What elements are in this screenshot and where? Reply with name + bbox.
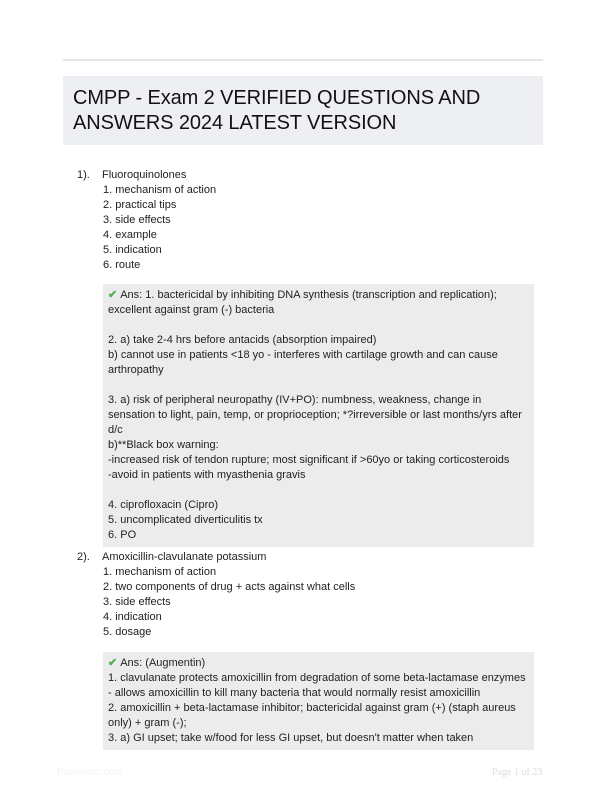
- question-subitem: 6. route: [103, 259, 141, 271]
- footer-watermark: Paperlibic.com: [57, 767, 123, 778]
- answer-line: b) cannot use in patients <18 yo - interferes with cartilage growth and can cause arthropathy: [108, 349, 498, 376]
- question-subitem: 5. dosage: [103, 626, 152, 638]
- answer-line: 1. clavulanate protects amoxicillin from degradation of some beta-lactamase enzymes - allows amoxicillin to kill many bacteria that would normally resist amoxicillin: [108, 672, 526, 699]
- top-divider: [63, 59, 543, 61]
- answer-line: 3. a) risk of peripheral neuropathy (IV+PO): numbness, weakness, change in sensation to light, pain, temp, or proprioception; *?irreversible or last months/yrs after d/c: [108, 394, 522, 436]
- question-subitem: 2. practical tips: [103, 199, 177, 211]
- answer-line: -avoid in patients with myasthenia gravis: [108, 469, 306, 481]
- question-title: Fluoroquinolones: [102, 169, 187, 181]
- question-subitem: 4. example: [103, 229, 157, 241]
- question-subitem: 3. side effects: [103, 596, 171, 608]
- answer-line: 4. ciprofloxacin (Cipro): [108, 499, 219, 511]
- check-icon: ✔: [108, 289, 118, 301]
- question-title: Amoxicillin-clavulanate potassium: [102, 551, 267, 563]
- question-subitem: 3. side effects: [103, 214, 171, 226]
- question-number: 2).: [77, 551, 90, 563]
- answer-line: -increased risk of tendon rupture; most significant if >60yo or taking corticosteroids: [108, 454, 510, 466]
- answer-box-1: [103, 284, 534, 547]
- answer-line: b)**Black box warning:: [108, 439, 219, 451]
- answer-box-2: [103, 652, 534, 750]
- question-subitem: 1. mechanism of action: [103, 184, 217, 196]
- answer-line: 6. PO: [108, 529, 137, 541]
- answer-line: 3. a) GI upset; take w/food for less GI upset, but doesn't matter when taken: [108, 732, 474, 744]
- title-banner: [63, 76, 543, 145]
- answer-line: 2. a) take 2-4 hrs before antacids (absorption impaired): [108, 334, 377, 346]
- question-subitem: 2. two components of drug + acts against what cells: [103, 581, 356, 593]
- question-subitem: 1. mechanism of action: [103, 566, 217, 578]
- answer-line: 2. amoxicillin + beta-lactamase inhibitor; bactericidal against gram (+) (staph aureus only) + gram (-);: [108, 702, 516, 729]
- answer-line: Ans: 1. bactericidal by inhibiting DNA synthesis (transcription and replication); excellent against gram (-) bacteria: [108, 289, 497, 316]
- question-subitem: 5. indication: [103, 244, 162, 256]
- question-subitem: 4. indication: [103, 611, 162, 623]
- question-number: 1).: [77, 169, 90, 181]
- answer-line: 5. uncomplicated diverticulitis tx: [108, 514, 263, 526]
- answer-line: Ans: (Augmentin): [120, 657, 206, 669]
- question-body: [102, 550, 542, 640]
- page-number: Page 1 of 23: [492, 767, 543, 778]
- question-body: [102, 168, 542, 273]
- document-title: CMPP - Exam 2 VERIFIED QUESTIONS AND ANSWERS 2024 LATEST VERSION: [73, 87, 481, 134]
- check-icon: ✔: [108, 657, 118, 669]
